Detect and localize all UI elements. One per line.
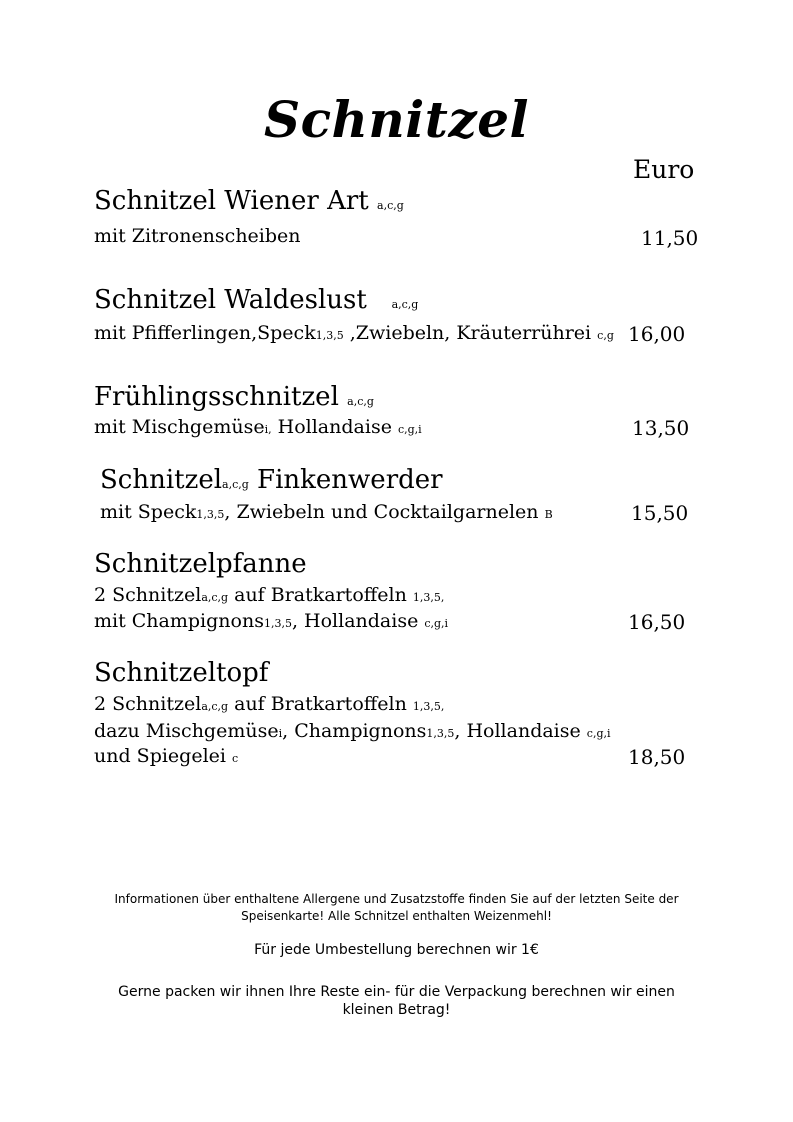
item-price: 13,50: [632, 416, 690, 440]
allergen-codes: 1,3,5: [263, 617, 292, 630]
item-description-line: mit Champignons1,3,5, Hollandaise c,g,i: [94, 610, 449, 632]
item-price: 11,50: [641, 226, 699, 250]
currency-header: Euro: [633, 155, 695, 184]
item-name: Frühlingsschnitzel a,c,g: [94, 382, 374, 412]
item-description: mit Zitronenscheiben: [94, 225, 301, 247]
item-name: Schnitzela,c,g Finkenwerder: [100, 465, 443, 495]
allergen-note: Informationen über enthaltene Allergene und Zusatzstoffe finden Sie auf der letzten Seite der Speisenkarte! Alle Schnitzel enthalten Weizenmehl!: [114, 892, 679, 923]
item-price: 16,50: [628, 610, 686, 634]
allergen-codes: c,g,i: [424, 617, 449, 630]
item-name: Schnitzelpfanne: [94, 549, 307, 579]
allergen-codes: 1,3,5,: [412, 591, 445, 604]
item-name: Schnitzeltopf: [94, 658, 269, 688]
takeaway-note: Gerne packen wir ihnen Ihre Reste ein- für die Verpackung berechnen wir einen kleinen Betrag!: [118, 984, 675, 1018]
allergen-codes: c: [232, 752, 239, 765]
item-description: mit Speck1,3,5, Zwiebeln und Cocktailgarnelen B: [100, 501, 553, 523]
item-description-line: dazu Mischgemüsei, Champignons1,3,5, Hollandaise c,g,i: [94, 720, 611, 742]
item-description: mit Mischgemüsei, Hollandaise c,g,i: [94, 416, 422, 438]
item-price: 18,50: [628, 745, 686, 769]
allergen-codes: c,g: [597, 329, 614, 342]
item-name: Schnitzel Waldeslust a,c,g: [94, 285, 419, 315]
allergen-codes: i: [278, 727, 283, 740]
page-title: Schnitzel: [263, 90, 530, 149]
reorder-note: Für jede Umbestellung berechnen wir 1€: [254, 942, 539, 958]
allergen-codes: 1,3,5: [196, 508, 225, 521]
allergen-codes: a,c,g: [201, 591, 229, 604]
item-description-line: und Spiegelei c: [94, 745, 239, 767]
allergen-codes: a,c,g: [377, 199, 404, 212]
allergen-codes: a,c,g: [201, 700, 229, 713]
item-description-line: 2 Schnitzela,c,g auf Bratkartoffeln 1,3,5,: [94, 693, 445, 715]
allergen-codes: 1,3,5: [426, 727, 455, 740]
allergen-codes: c,g,i: [586, 727, 611, 740]
allergen-codes: a,c,g: [347, 395, 374, 408]
allergen-codes: a,c,g: [222, 478, 249, 491]
allergen-codes: a,c,g: [391, 298, 419, 311]
item-price: 15,50: [631, 501, 689, 525]
allergen-codes: B: [544, 508, 553, 521]
item-description-line: 2 Schnitzela,c,g auf Bratkartoffeln 1,3,5,: [94, 584, 445, 606]
allergen-codes: 1,3,5: [315, 329, 344, 342]
item-name: Schnitzel Wiener Art a,c,g: [94, 186, 404, 216]
allergen-codes: 1,3,5,: [412, 700, 445, 713]
item-description: mit Pfifferlingen,Speck1,3,5 ,Zwiebeln, Kräuterrührei c,g: [94, 322, 614, 344]
allergen-codes: i,: [264, 423, 272, 436]
item-price: 16,00: [628, 322, 686, 346]
allergen-codes: c,g,i: [397, 423, 422, 436]
